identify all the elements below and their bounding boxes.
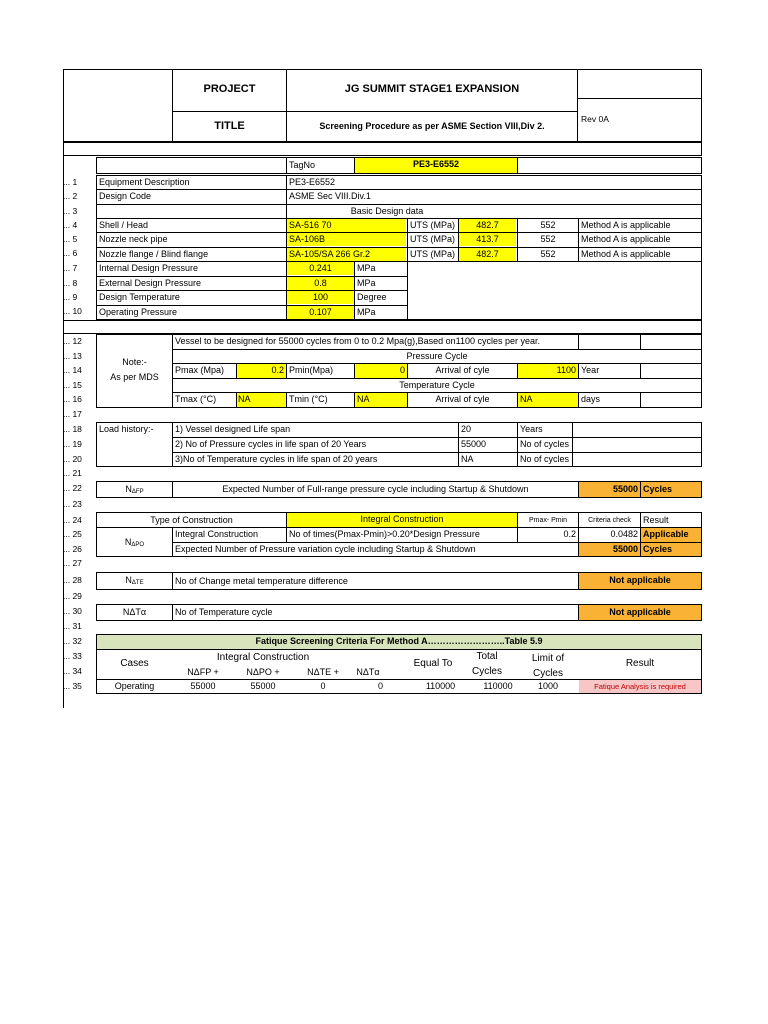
row-number: ... 32 — [63, 636, 82, 646]
nta-header: NΔTα — [356, 667, 380, 677]
pmax-value: 0.2 — [236, 364, 286, 378]
note-text: Vessel to be designed for 55000 cycles from 0 to 0.2 Mpa(g),Based on1100 cycles per year. — [175, 336, 541, 346]
nte-text: No of Change metal temperature difference — [175, 576, 348, 586]
allowable-value: 552 — [540, 234, 556, 244]
load-history-label: Load history:- — [99, 424, 154, 434]
row-number: ... 4 — [63, 220, 78, 230]
equal-to-header: Equal To — [413, 658, 453, 669]
pmax-label: Pmax (Mpa) — [175, 365, 225, 375]
total-cycles-header-line2: Cycles — [471, 666, 502, 677]
row-number: ... 10 — [63, 306, 82, 316]
row-number: ... 18 — [63, 424, 82, 434]
integral-construction-label: Integral Construction — [175, 529, 259, 539]
material-label: Nozzle neck pipe — [99, 234, 168, 244]
param-unit: MPa — [357, 307, 376, 317]
pmin-value: 0 — [355, 364, 407, 378]
case-operating: Operating — [114, 681, 155, 691]
revision: Rev 0A — [581, 114, 609, 124]
row-number: ... 15 — [63, 380, 82, 390]
method-status: Method A is applicable — [581, 234, 671, 244]
nta-cell: 0 — [377, 681, 383, 691]
result-header: Result — [643, 515, 669, 525]
row-number: ... 23 — [63, 499, 82, 509]
row-number: ... 8 — [63, 278, 78, 288]
limit-cell: 1000 — [537, 681, 559, 691]
pressure-difference: 0.2 — [563, 529, 576, 539]
pressure-cycle-title: Pressure Cycle — [406, 351, 468, 361]
nfp-text: Expected Number of Full-range pressure cycle including Startup & Shutdown — [222, 484, 529, 494]
material-spec: SA-105/SA 266 Gr.2 — [287, 248, 406, 261]
construction-type-value: Integral Construction — [287, 513, 517, 527]
project-label: PROJECT — [203, 83, 256, 95]
times-text: No of times(Pmax-Pmin)>0.20*Design Pressure — [289, 529, 480, 539]
nfp-header: NΔFP + — [187, 667, 219, 677]
construction-result: Applicable — [641, 528, 701, 542]
param-label: External Design Pressure — [99, 278, 202, 288]
row-number: ... 16 — [63, 394, 82, 404]
tag-label: TagNo — [289, 160, 316, 170]
load-history-text: 2) No of Pressure cycles in life span of 20 Years — [175, 439, 367, 449]
load-history-value: NA — [461, 454, 474, 464]
row-number: ... 3 — [63, 206, 78, 216]
title-label: TITLE — [214, 120, 245, 132]
tmin-label: Tmin (°C) — [289, 394, 328, 404]
pmax-pmin-header: Pmax- Pmin — [528, 517, 568, 524]
code-value: ASME Sec VIII.Div.1 — [289, 191, 371, 201]
row-number: ... 26 — [63, 544, 82, 554]
row-number: ... 29 — [63, 591, 82, 601]
param-value: 0.107 — [287, 306, 354, 319]
criteria-value: 0.0482 — [610, 529, 638, 539]
row-number: ... 2 — [63, 191, 78, 201]
material-spec: SA-516 70 — [287, 219, 406, 232]
nfp-symbol: NΔFP — [125, 484, 144, 495]
allowable-value: 552 — [540, 249, 556, 259]
npo-symbol: NΔPO — [124, 537, 145, 548]
row-number: ... 27 — [63, 558, 82, 568]
nta-symbol: NΔTα — [122, 607, 147, 617]
total-cycles-header-line1: Total — [476, 651, 498, 662]
note-label: Note:- — [122, 357, 147, 367]
nfp-value: 55000 — [579, 482, 640, 497]
nte-cell: 0 — [320, 681, 326, 691]
allowable-value: 552 — [540, 220, 556, 230]
param-unit: MPa — [357, 278, 376, 288]
tmin-value: NA — [355, 393, 407, 407]
project-value: JG SUMMIT STAGE1 EXPANSION — [344, 83, 520, 95]
row-number: ... 5 — [63, 234, 78, 244]
expected-variation-text: Expected Number of Pressure variation cycle including Startup & Shutdown — [175, 544, 476, 554]
material-label: Nozzle flange / Blind flange — [99, 249, 209, 259]
uts-label: UTS (MPa) — [410, 234, 455, 244]
nfp-cell: 55000 — [190, 681, 216, 691]
equal-cell: 110000 — [425, 681, 456, 691]
row-number: ... 25 — [63, 529, 82, 539]
row-number: ... 6 — [63, 248, 78, 258]
uts-label: UTS (MPa) — [410, 249, 455, 259]
row-number: ... 7 — [63, 263, 78, 273]
nta-value: Not applicable — [579, 605, 701, 620]
row-number: ... 28 — [63, 575, 82, 585]
load-history-value: 20 — [461, 424, 472, 434]
nte-symbol: NΔTE — [125, 575, 144, 586]
nte-header: NΔTE + — [307, 667, 339, 677]
expected-variation-value: 55000 — [579, 543, 640, 556]
method-status: Method A is applicable — [581, 220, 671, 230]
npo-cell: 55000 — [250, 681, 276, 691]
load-history-unit: No of cycles — [520, 454, 570, 464]
equip-value: PE3-E6552 — [289, 177, 336, 187]
row-number: ... 17 — [63, 409, 82, 419]
row-number: ... 12 — [63, 336, 82, 346]
tmax-label: Tmax (°C) — [175, 394, 217, 404]
nte-value: Not applicable — [579, 573, 701, 589]
uts-value: 413.7 — [459, 233, 516, 246]
expected-variation-unit: Cycles — [641, 543, 701, 556]
material-spec: SA-106B — [287, 233, 406, 246]
row-number: ... 19 — [63, 439, 82, 449]
tag-value: PE3-E6552 — [355, 158, 517, 173]
construction-type-label: Type of Construction — [150, 515, 233, 525]
pmin-label: Pmin(Mpa) — [289, 365, 334, 375]
nta-text: No of Temperature cycle — [175, 607, 273, 617]
pressure-arrival-unit: Year — [581, 365, 600, 375]
temp-arrival-value: NA — [518, 393, 578, 407]
row-number: ... 14 — [63, 365, 82, 375]
uts-value: 482.7 — [459, 248, 516, 261]
row-number: ... 24 — [63, 515, 82, 525]
limit-cycles-header-line2: Cycles — [532, 668, 563, 679]
row-number: ... 35 — [63, 681, 82, 691]
equip-label: Equipment Description — [99, 177, 190, 187]
temp-arrival-label: Arrival of cyle — [435, 394, 490, 404]
method-status: Method A is applicable — [581, 249, 671, 259]
param-label: Operating Pressure — [99, 307, 178, 317]
pressure-arrival-value: 1100 — [518, 364, 578, 378]
npo-header: NΔPO + — [246, 667, 280, 677]
param-label: Design Temperature — [99, 292, 180, 302]
temp-arrival-unit: days — [581, 394, 601, 404]
row-number: ... 22 — [63, 483, 82, 493]
param-value: 0.8 — [287, 277, 354, 290]
param-unit: MPa — [357, 263, 376, 273]
total-cell: 110000 — [483, 681, 513, 691]
cases-header: Cases — [120, 658, 149, 669]
basic-design-title: Basic Design data — [350, 206, 424, 216]
row-number: ... 1 — [63, 177, 78, 187]
param-value: 0.241 — [287, 262, 354, 275]
row-number: ... 33 — [63, 651, 82, 661]
load-history-text: 3)No of Temperature cycles in life span of 20 years — [175, 454, 378, 464]
row-number: ... 34 — [63, 666, 82, 676]
criteria-check-header: Criteria check — [588, 517, 631, 524]
param-value: 100 — [287, 291, 354, 304]
note-mds-label: As per MDS — [110, 372, 159, 382]
row-number: ... 31 — [63, 621, 82, 631]
integral-construction-header: Integral Construction — [216, 652, 310, 663]
row-number: ... 21 — [63, 468, 82, 478]
code-label: Design Code — [99, 191, 152, 201]
screening-result-header: Result — [625, 658, 655, 669]
row-number: ... 30 — [63, 606, 82, 616]
uts-label: UTS (MPa) — [410, 220, 455, 230]
load-history-value: 55000 — [461, 439, 487, 449]
load-history-unit: No of cycles — [520, 439, 570, 449]
material-label: Shell / Head — [99, 220, 149, 230]
row-number: ... 20 — [63, 454, 82, 464]
nfp-unit: Cycles — [641, 482, 701, 497]
arrival-label: Arrival of cyle — [435, 365, 490, 375]
temperature-cycle-title: Temperature Cycle — [399, 380, 475, 390]
limit-cycles-header-line1: Limit of — [531, 653, 565, 664]
load-history-text: 1) Vessel designed Life span — [175, 424, 291, 434]
param-label: Internal Design Pressure — [99, 263, 199, 273]
param-unit: Degree — [357, 292, 387, 302]
uts-value: 482.7 — [459, 219, 516, 232]
tmax-value: NA — [236, 393, 286, 407]
row-number: ... 9 — [63, 292, 78, 302]
load-history-unit: Years — [520, 424, 543, 434]
title-value: Screening Procedure as per ASME Section VIII,Div 2. — [319, 121, 545, 131]
screening-result-cell: Fatique Analysis is required — [579, 680, 701, 693]
screening-title: Fatique Screening Criteria For Method A……………………..Table 5.9 — [97, 635, 701, 649]
row-number: ... 13 — [63, 351, 82, 361]
